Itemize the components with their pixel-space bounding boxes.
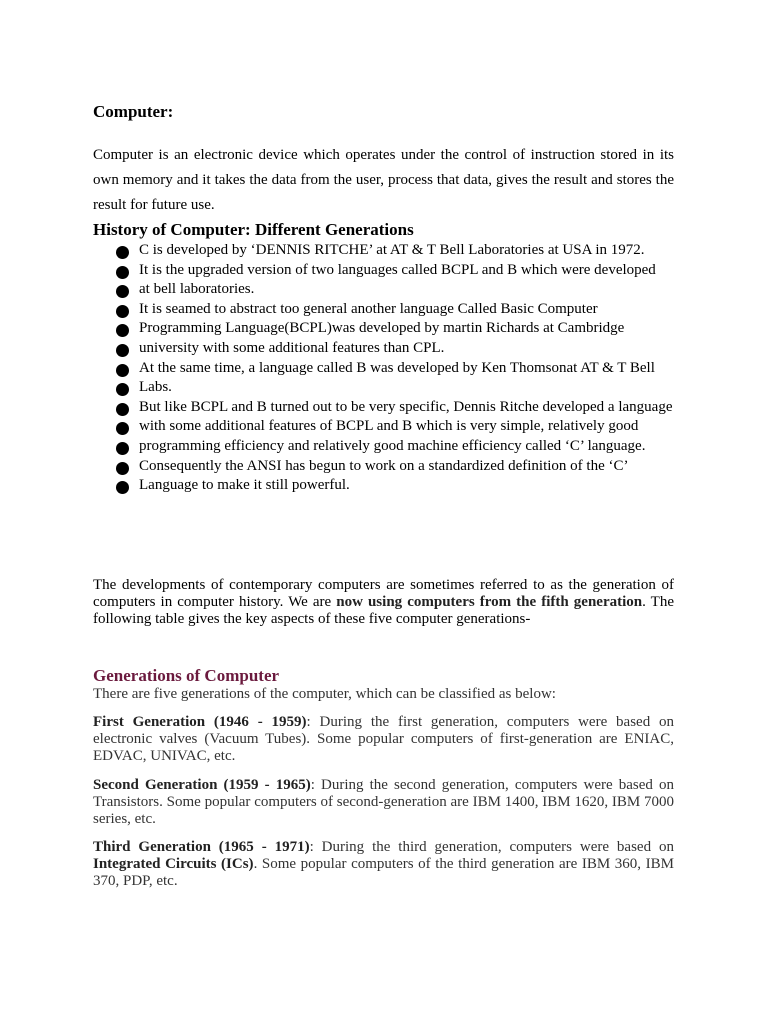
bullet-icon bbox=[116, 481, 129, 494]
contemporary-paragraph: The developments of contemporary computers are sometimes referred to as the generation of computers in computer history. We are now using computers from the fifth generation. The following table gives the key aspects of these five computer generations- bbox=[93, 577, 674, 627]
list-item: at bell laboratories. bbox=[116, 280, 674, 300]
list-item: Consequently the ANSI has begun to work on a standardized definition of the ‘C’ bbox=[116, 457, 674, 477]
page-title: Computer: bbox=[93, 102, 174, 121]
list-item: But like BCPL and B turned out to be very specific, Dennis Ritche developed a language bbox=[116, 398, 674, 418]
list-item: C is developed by ‘DENNIS RITCHE’ at AT & T Bell Laboratories at USA in 1972. bbox=[116, 241, 674, 261]
bullet-icon bbox=[116, 383, 129, 396]
generations-heading: Generations of Computer bbox=[93, 666, 280, 685]
bullet-icon bbox=[116, 324, 129, 337]
generations-intro: There are five generations of the computer, which can be classified as below: bbox=[93, 686, 556, 702]
history-heading: History of Computer: Different Generations bbox=[93, 220, 414, 239]
list-item: university with some additional features than CPL. bbox=[116, 339, 674, 359]
list-item: programming efficiency and relatively good machine efficiency called ‘C’ language. bbox=[116, 437, 674, 457]
list-item: with some additional features of BCPL and B which is very simple, relatively good bbox=[116, 417, 674, 437]
first-generation-paragraph: First Generation (1946 - 1959): During the first generation, computers were based on electronic valves (Vacuum Tubes). Some popular computers of first-generation are ENIAC, EDVAC, UNIVAC, etc. bbox=[93, 714, 675, 764]
bullet-icon bbox=[116, 442, 129, 455]
bullet-icon bbox=[116, 305, 129, 318]
history-bullet-list bbox=[116, 241, 674, 496]
list-item: Programming Language(BCPL)was developed by martin Richards at Cambridge bbox=[116, 319, 674, 339]
bullet-icon bbox=[116, 344, 129, 357]
generation-label: Third Generation (1965 - 1971) bbox=[93, 839, 310, 855]
generation-label: Second Generation (1959 - 1965) bbox=[93, 777, 311, 793]
bullet-icon bbox=[116, 422, 129, 435]
second-generation-paragraph: Second Generation (1959 - 1965): During the second generation, computers were based on Transistors. Some popular computers of second-generation are IBM 1400, IBM 1620, IBM 7000 series, etc. bbox=[93, 777, 674, 827]
bullet-icon bbox=[116, 285, 129, 298]
list-item: At the same time, a language called B was developed by Ken Thomsonat AT & T Bell bbox=[116, 359, 674, 379]
bullet-icon bbox=[116, 246, 129, 259]
bullet-icon bbox=[116, 364, 129, 377]
emphasis-text: now using computers from the fifth generation bbox=[336, 594, 643, 610]
emphasis-text: Integrated Circuits (ICs) bbox=[93, 856, 254, 872]
bullet-icon bbox=[116, 266, 129, 279]
intro-paragraph: Computer is an electronic device which operates under the control of instruction stored in its own memory and it takes the data from the user, process that data, gives the result and stores the result for future use. bbox=[93, 147, 674, 213]
bullet-icon bbox=[116, 462, 129, 475]
bullet-icon bbox=[116, 403, 129, 416]
list-item: It is seamed to abstract too general another language Called Basic Computer bbox=[116, 300, 674, 320]
third-generation-paragraph: Third Generation (1965 - 1971): During the third generation, computers were based on Integrated Circuits (ICs). Some popular computers of the third generation are IBM 360, IBM 370, PDP, etc. bbox=[93, 839, 674, 889]
list-item: It is the upgraded version of two languages called BCPL and B which were developed bbox=[116, 261, 674, 281]
list-item: Labs. bbox=[116, 378, 674, 398]
list-item: Language to make it still powerful. bbox=[116, 476, 674, 496]
generation-label: First Generation (1946 - 1959) bbox=[93, 714, 307, 730]
